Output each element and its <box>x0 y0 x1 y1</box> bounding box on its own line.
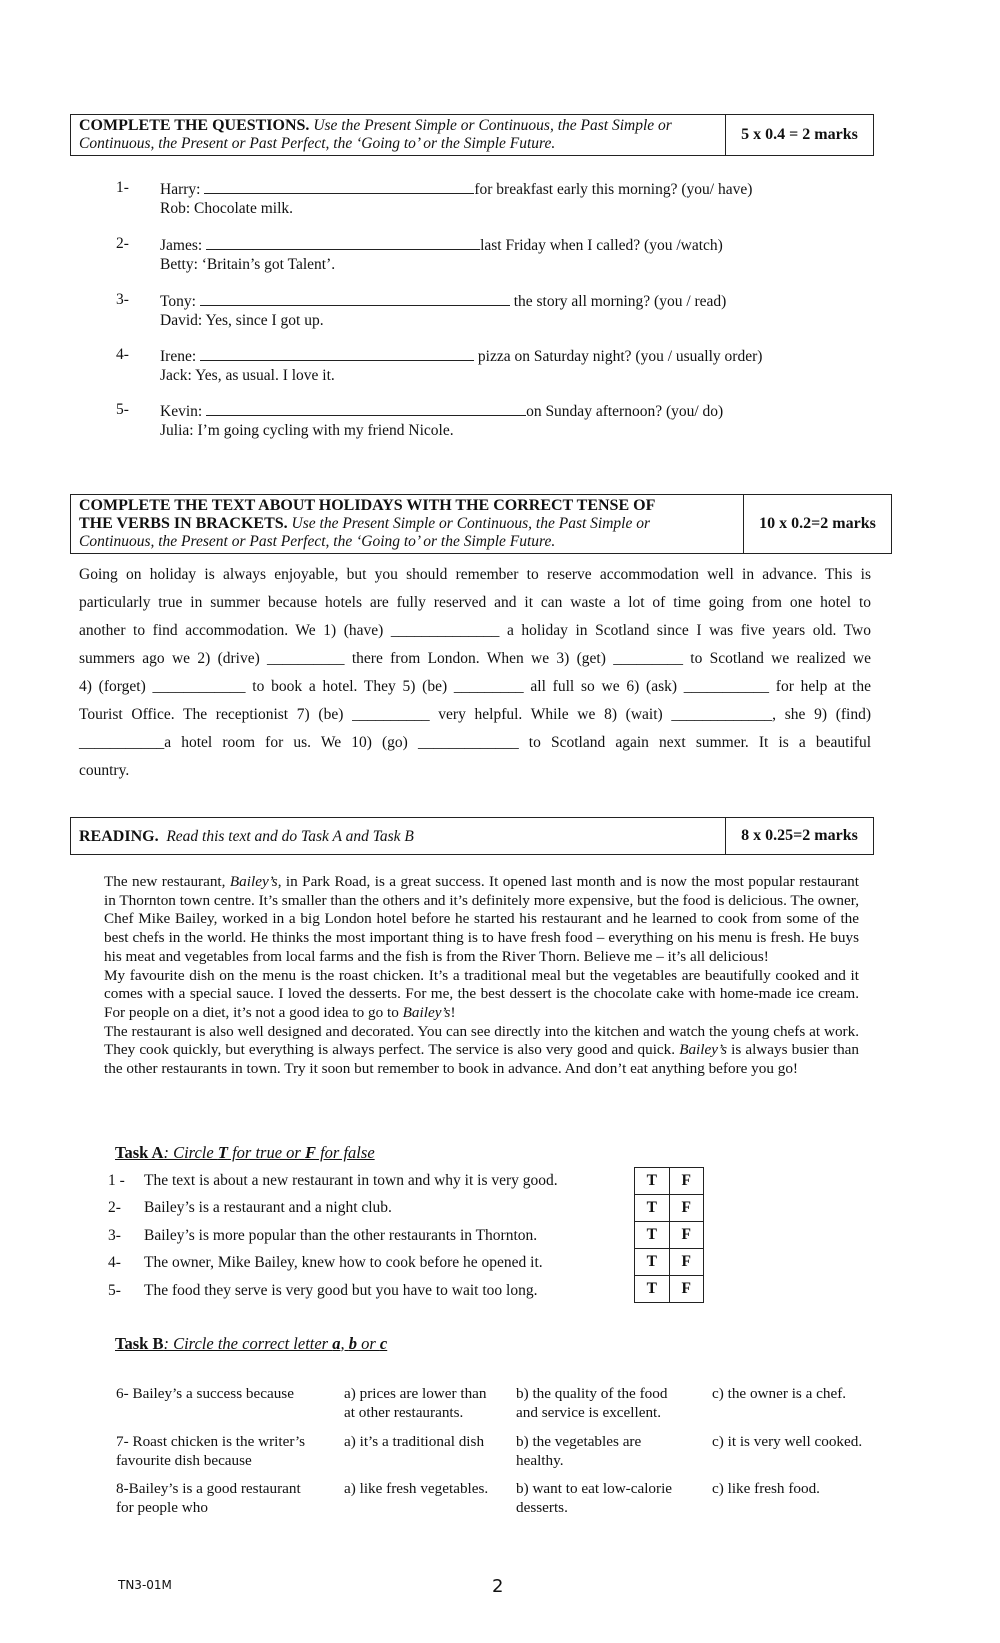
true-option[interactable]: T <box>635 1195 670 1221</box>
answer-blank[interactable] <box>200 346 474 361</box>
section3-marks: 8 x 0.25=2 marks <box>725 818 873 854</box>
section2-title-line1: COMPLETE THE TEXT ABOUT HOLIDAYS WITH THE CORRECT TENSE OF <box>79 497 656 514</box>
section1-title: COMPLETE THE QUESTIONS. <box>79 117 310 134</box>
task-b-option-b[interactable]: b) the vegetables are healthy. <box>516 1433 642 1469</box>
question-number: 5- <box>116 401 129 418</box>
section3-title: READING. <box>79 828 159 845</box>
task-b-letter-a: a <box>332 1334 341 1353</box>
holiday-text-line: Tourist Office. The receptionist 7) (be) __________ very helpful. While we 8) (wait) _____________, she 9) (find) <box>79 706 871 723</box>
holiday-text-line: country. <box>79 762 130 779</box>
question-text: pizza on Saturday night? (you / usually order) <box>477 348 763 365</box>
item-number: 1 - <box>108 1172 125 1189</box>
reading-text-run: , in Park Road, is a great success. It opened last month and is now the most popular restaurant in Thornton town centre. It’s smaller than the others and it’s definitely more expensive, but the food is delicious. The owner, Chef Mike Bailey, worked in a big London hotel before he started his restaurant and he learned to cook from some of the best chefs in the world. He thinks the most important thing is to have fresh food – everything on his menu is fresh. He buys his meat and vegetables from local farms and the fish is from the River Thorn. Believe me – it’s all delicious! <box>104 873 859 965</box>
task-b-option-a[interactable]: a) like fresh vegetables. <box>344 1480 489 1497</box>
holiday-text-line: summers ago we 2) (drive) __________ there from London. When we 3) (get) _________ to Scotland we realized we <box>79 650 871 667</box>
task-b-stem: 7- Roast chicken is the writer’s favourite dish because <box>116 1433 306 1469</box>
task-b-option-c[interactable]: c) the owner is a chef. <box>712 1385 847 1402</box>
false-option[interactable]: F <box>681 1226 691 1243</box>
reading-text-run: The new restaurant, <box>104 873 230 890</box>
task-b-option-c[interactable]: c) like fresh food. <box>712 1480 820 1497</box>
task-a-instruction: for true or <box>227 1143 305 1162</box>
task-b-letter-c: c <box>379 1334 388 1353</box>
task-b-instruction: or <box>356 1334 380 1353</box>
item-statement: Bailey’s is more popular than the other restaurants in Thornton. <box>144 1227 538 1244</box>
true-option[interactable]: T <box>635 1222 670 1248</box>
holiday-text-line: particularly true in summer because hotels are fully reserved and it can waste a lot of time going from one hotel to <box>79 594 871 611</box>
restaurant-name: Bailey’s <box>229 873 278 890</box>
task-b-letter-b: b <box>348 1334 357 1353</box>
task-b-instruction: , <box>340 1334 349 1353</box>
true-false-grid <box>634 1167 704 1303</box>
task-b-option-b[interactable]: b) want to eat low-calorie desserts. <box>516 1480 673 1516</box>
reading-paragraph <box>104 873 859 967</box>
holiday-text-line: another to find accommodation. We 1) (have) ______________ a holiday in Scotland since I was five years old. Two <box>79 622 871 639</box>
holiday-text-line: Going on holiday is always enjoyable, but you should remember to reserve accommodation well in advance. This is <box>79 566 871 583</box>
question-answer: Betty: ‘Britain’s got Talent’. <box>160 255 336 273</box>
section1-instructions-line1: Use the Present Simple or Continuous, the Past Simple or <box>313 117 672 134</box>
section2-title-line2: THE VERBS IN BRACKETS. <box>79 515 288 532</box>
true-option[interactable]: T <box>635 1249 670 1275</box>
task-b-stem: 8-Bailey’s is a good restaurant for people who <box>116 1480 301 1516</box>
restaurant-name: Bailey’s <box>402 1003 451 1021</box>
question-speaker: Harry: <box>160 181 201 198</box>
task-a-instruction: for false <box>315 1143 375 1162</box>
question-number: 2- <box>116 235 129 252</box>
task-b-option-b[interactable]: b) the quality of the food and service is excellent. <box>516 1385 668 1421</box>
question-speaker: Tony: <box>160 293 196 310</box>
section2-marks: 10 x 0.2=2 marks <box>743 495 891 553</box>
question-number: 3- <box>116 291 129 308</box>
reading-paragraph <box>104 967 859 1023</box>
question-answer: David: Yes, since I got up. <box>160 311 324 329</box>
document-code: TN3-01M <box>118 1578 172 1592</box>
answer-blank[interactable] <box>204 179 474 194</box>
question-text: for breakfast early this morning? (you/ have) <box>474 181 753 198</box>
answer-blank[interactable] <box>206 401 526 416</box>
task-b-option-a[interactable]: a) prices are lower than at other restaurants. <box>344 1385 487 1421</box>
task-a-label: Task A <box>115 1143 164 1162</box>
page-number: 2 <box>492 1576 504 1597</box>
section2-header <box>70 494 892 554</box>
question-number: 4- <box>116 346 129 363</box>
reading-paragraph <box>104 1023 859 1079</box>
question-text: last Friday when I called? (you /watch) <box>480 237 723 254</box>
reading-text-run: is always busier than the other restaurants in town. Try it soon but remember to book in advance. And don’t eat anything before you go! <box>104 1041 859 1078</box>
item-statement: Bailey’s is a restaurant and a night club. <box>144 1199 392 1216</box>
question-answer: Julia: I’m going cycling with my friend Nicole. <box>160 421 454 439</box>
answer-blank[interactable] <box>206 235 480 250</box>
reading-text <box>104 873 859 1079</box>
reading-text-run: ! <box>450 1003 456 1021</box>
section3-header <box>70 817 874 855</box>
false-option[interactable]: F <box>681 1199 691 1216</box>
false-option[interactable]: F <box>681 1253 691 1270</box>
task-b-stem: 6- Bailey’s a success because <box>116 1385 294 1402</box>
question-speaker: Irene: <box>160 348 197 365</box>
question-answer: Jack: Yes, as usual. I love it. <box>160 366 335 384</box>
question-speaker: Kevin: <box>160 403 203 420</box>
task-b-instruction: : Circle the correct letter <box>163 1334 333 1353</box>
question-answer: Rob: Chocolate milk. <box>160 199 294 217</box>
question-speaker: James: <box>160 237 203 254</box>
false-option[interactable]: F <box>681 1172 691 1189</box>
task-a-title <box>115 1143 375 1163</box>
task-b-option-c[interactable]: c) it is very well cooked. <box>712 1433 863 1450</box>
restaurant-name: Bailey’s <box>679 1041 727 1059</box>
item-statement: The food they serve is very good but you have to wait too long. <box>144 1282 538 1299</box>
holiday-text-line: 4) (forget) ____________ to book a hotel. They 5) (be) _________ all full so we 6) (ask) ___________ for help at the <box>79 678 871 695</box>
section1-header <box>70 114 874 156</box>
task-b-option-a[interactable]: a) it’s a traditional dish <box>344 1433 485 1450</box>
item-number: 3- <box>108 1227 121 1244</box>
question-number: 1- <box>116 179 129 196</box>
item-statement: The owner, Mike Bailey, knew how to cook before he opened it. <box>144 1254 543 1271</box>
false-option[interactable]: F <box>681 1280 691 1297</box>
question-text: on Sunday afternoon? (you/ do) <box>526 403 724 420</box>
answer-blank[interactable] <box>200 291 510 306</box>
section3-instructions: Read this text and do Task A and Task B <box>166 828 414 845</box>
true-option[interactable]: T <box>635 1276 670 1302</box>
section1-marks: 5 x 0.4 = 2 marks <box>725 115 873 155</box>
true-option[interactable]: T <box>635 1168 670 1194</box>
section2-instructions-line2: Continuous, the Present or Past Perfect, the ‘Going to’ or the Simple Future. <box>79 533 556 550</box>
holiday-text-line: ___________a hotel room for us. We 10) (go) _____________ to Scotland again next summer. It is a beautiful <box>79 734 871 751</box>
section2-instructions-line1: Use the Present Simple or Continuous, the Past Simple or <box>291 515 651 532</box>
task-b-title <box>115 1334 387 1354</box>
task-a-false-letter: F <box>304 1143 316 1162</box>
reading-text-run: The restaurant is also well designed and decorated. You can see directly into the kitchen and watch the young chefs at work. They cook quickly, but everything is always perfect. The service is also very good and quick. <box>104 1022 859 1059</box>
section1-instructions-line2: Continuous, the Present or Past Perfect, the ‘Going to’ or the Simple Future. <box>79 135 556 152</box>
task-a-instruction: : Circle <box>163 1143 218 1162</box>
task-b-label: Task B <box>115 1334 164 1353</box>
question-text: the story all morning? (you / read) <box>513 293 727 310</box>
task-a-true-letter: T <box>217 1143 228 1162</box>
item-statement: The text is about a new restaurant in town and why it is very good. <box>144 1172 558 1189</box>
item-number: 4- <box>108 1254 121 1271</box>
item-number: 5- <box>108 1282 121 1299</box>
item-number: 2- <box>108 1199 121 1216</box>
reading-text-run: My favourite dish on the menu is the roast chicken. It’s a traditional meal but the vegetables are beautifully cooked and it comes with a special sauce. I loved the desserts. For me, the best dessert is the chocolate cake with home-made ice cream. For people on a diet, it’s not a good idea to go to <box>104 966 859 1021</box>
